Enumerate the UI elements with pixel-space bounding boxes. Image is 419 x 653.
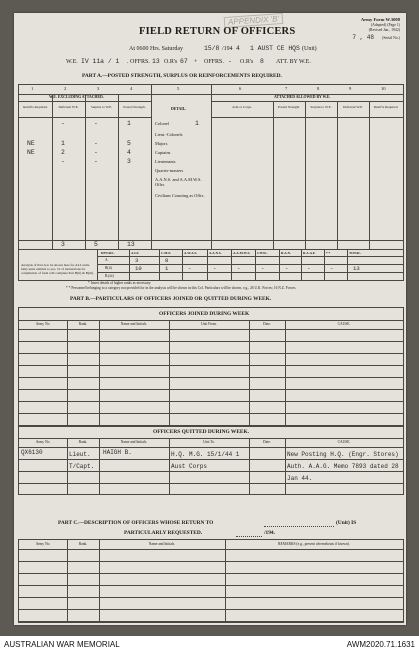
form-page (14, 13, 406, 625)
rank-extra-cell: 1 (195, 120, 199, 127)
rank-cell: - (94, 120, 98, 127)
column-number: 1 (31, 86, 34, 91)
rank-label: Colonel (155, 121, 169, 126)
total-cell: 13 (127, 241, 135, 248)
rule-line (19, 377, 403, 378)
right-column-head: Reinf'ts Required. (373, 105, 399, 109)
offrs-label: . OFFRS. (127, 59, 150, 65)
rule-line (19, 597, 403, 598)
breakdown-header-cell: R.A.N. (281, 251, 291, 255)
quitted-cause: New Posting H.Q. (Engr. Stores) Auth. A.A.G. Memo 7893 dated 28 Jan 44. (287, 451, 399, 482)
breakdown-cell: 8 (165, 257, 169, 264)
rank-label: Lieut.-Colonels (155, 132, 183, 137)
breakdown-header-cell: A.A.M.W.S. (233, 251, 251, 255)
rule-line (19, 585, 403, 586)
rank-cell: NE (27, 140, 35, 147)
form-adapted: (Adapted) (Page 1) (370, 23, 400, 27)
quitted-name: HAIGH B. (103, 449, 132, 456)
right-column-head: Posted Strength. (277, 105, 301, 109)
part-b-table (18, 307, 404, 495)
plus-sign: + (194, 59, 198, 65)
we-label: W.E. (66, 59, 78, 65)
serial-label: (Serial No.) (382, 36, 400, 40)
part-a-table (18, 84, 404, 281)
rule-line (97, 256, 403, 257)
column-number: 9 (349, 86, 352, 91)
breakdown-header-cell: R.A.A.F. (303, 251, 316, 255)
breakdown-row-label: B.(iii) (105, 274, 114, 278)
column-number: 7 (285, 86, 288, 91)
rank-cell: 1 (61, 140, 65, 147)
we-excl-header: W.E. EXCLUDING ATTACHED. (49, 95, 104, 99)
total-cell: 3 (61, 241, 65, 248)
breakdown-cell: 10 (135, 265, 142, 272)
breakdown-header-cell: A.A.N.S. (209, 251, 222, 255)
year-label: /194 (222, 46, 233, 52)
breakdown-cell: 3 (135, 257, 139, 264)
date-typed: 15/8 (204, 45, 220, 52)
column-rule (285, 320, 286, 426)
breakdown-cell: - (237, 265, 241, 272)
detail-header: DETAIL. (171, 107, 187, 111)
column-rule (249, 320, 250, 426)
column-number: 4 (130, 86, 133, 91)
ors2-typed: 8 (260, 58, 264, 65)
offrs2-label: OFFRS. (204, 59, 224, 65)
footer-right: AWM2020.71.1631 (346, 640, 415, 649)
rank-label: Majors (155, 141, 168, 146)
column-number: 3 (97, 86, 100, 91)
rank-label: Lieutenants (155, 159, 176, 164)
footnote-1: * Insert details of higher ranks as necessary. (88, 281, 152, 285)
column-number: 6 (239, 86, 242, 91)
rank-cell: - (94, 149, 98, 156)
breakdown-cell: - (188, 265, 192, 272)
breakdown-cell: - (261, 265, 265, 272)
total-cell: 5 (94, 241, 98, 248)
breakdown-header-cell: CIVIL. (257, 251, 268, 255)
column-head: Rank. (78, 322, 88, 326)
rule-line (19, 401, 403, 402)
column-head: Rank. (78, 542, 88, 546)
quitted-unit: H.Q. M.G. 15/1/44 1 Aust Corps (171, 451, 240, 470)
breakdown-cell: - (285, 265, 289, 272)
rank-cell: 5 (127, 140, 131, 147)
rule-line (19, 413, 403, 414)
rank-cell: - (61, 120, 65, 127)
breakdown-cell: - (213, 265, 217, 272)
breakdown-header-cell: * * (326, 251, 331, 255)
column-head: Unit To. (203, 440, 215, 444)
left-column-head: Reinf'ts Required. (23, 105, 48, 109)
rule-line (19, 609, 403, 610)
rank-cell: 3 (127, 158, 131, 165)
part-a-heading: PART A.—POSTED STRENGTH, SURPLUS OR REINFORCEMENTS REQUIRED. (82, 73, 282, 79)
column-head: Army No. (35, 322, 51, 326)
quitted-heading: OFFICERS QUITTED DURING WEEK. (153, 429, 250, 435)
column-head: Unit From. (201, 322, 217, 326)
right-column-head: Deficient W.E. (342, 105, 364, 109)
breakdown-cell: 13 (353, 265, 360, 272)
ors-label: O.R's (164, 59, 178, 65)
column-head: Name and Initials. (148, 542, 176, 546)
att-label: ATT. BY W.E. (276, 59, 311, 65)
rule-line (19, 341, 403, 342)
breakdown-cell: 1 (165, 265, 169, 272)
attached-header: ATTACHED ALLOWED BY W.E. (274, 95, 331, 99)
year-typed: 4 (236, 45, 240, 52)
part-b-heading: PART B.—PARTICULARS OF OFFICERS JOINED OR QUITTED DURING WEEK. (70, 296, 272, 302)
column-number: 8 (317, 86, 320, 91)
rule-line (19, 621, 403, 622)
left-column-head: Posted Strength. (123, 105, 146, 109)
form-revised: (Revised Jan., 1942) (368, 28, 400, 32)
offrs2-typed: - (228, 58, 232, 65)
footer-left: AUSTRALIAN WAR MEMORIAL (4, 640, 120, 649)
column-head: Date. (263, 322, 271, 326)
quitted-rank: Lieut. T/Capt. (69, 451, 95, 470)
offrs-typed: 13 (152, 58, 160, 65)
rank-cell: - (94, 158, 98, 165)
breakdown-cell: - (330, 265, 334, 272)
column-head: Army No. (35, 440, 51, 444)
footnote-2: * * Personnel belonging to a category not provided for in the analysis will be shown in this Col. Particulars will be shown, e.g., 26 U.K. Forces; 16 N.Z. Forces. (66, 286, 297, 290)
joined-heading: OFFICERS JOINED DURING WEEK (159, 311, 250, 317)
quitted-army-no: QX6130 (21, 449, 43, 456)
rule-line (19, 573, 403, 574)
rank-label: Civilians Counting as Offrs. (155, 193, 205, 198)
unit-typed: 1 AUST CE HQS (250, 45, 300, 52)
ors-typed: 67 (180, 58, 188, 65)
part-c-heading: PART C.—DESCRIPTION OF OFFICERS WHOSE RETURN TO (58, 520, 214, 526)
right-column-head: Arm or Corps. (232, 105, 252, 109)
column-head: CAUSE. (337, 322, 351, 326)
column-rule (67, 320, 68, 426)
breakdown-row-label: B(ii) (105, 266, 112, 270)
form-title: FIELD RETURN OF OFFICERS (139, 26, 296, 37)
we-typed: IV 11a / 1 (81, 58, 120, 65)
at-prefix: At 0600 Hrs. Saturday (129, 46, 183, 52)
breakdown-header-cell: C.M.F. (161, 251, 171, 255)
left-column-head: Surplus to W.E. (90, 105, 113, 109)
column-head: Army No. (35, 542, 51, 546)
unit-label: (Unit) (302, 46, 317, 52)
rank-label: Captains (155, 150, 171, 155)
breakdown-row-label: A. (105, 258, 109, 262)
column-rule (169, 320, 170, 426)
part-c-heading-tail: (Unit) IS (336, 520, 357, 526)
column-head: CAUSE. (337, 440, 351, 444)
part-c-sub: PARTICULARLY REQUESTED. (124, 530, 203, 536)
left-column-head: Deficient W.E. (58, 105, 79, 109)
right-column-head: Surplus to W.E. (310, 105, 332, 109)
rank-cell: - (94, 140, 98, 147)
column-head: Name and Initials. (120, 440, 148, 444)
part-c-sub-date: /194. (264, 530, 275, 536)
column-rule (99, 320, 100, 426)
rule-line (19, 389, 403, 390)
breakdown-header-cell: TOTAL. (349, 251, 362, 255)
appendix-stamp: APPENDIX 'B' (224, 13, 284, 28)
archive-footer (0, 636, 419, 653)
rule-line (19, 561, 403, 562)
part-c-table (18, 539, 404, 623)
breakdown-header-cell: A.W.A.S. (184, 251, 198, 255)
rank-cell: 4 (127, 149, 131, 156)
rank-cell: 2 (61, 149, 65, 156)
rule-line (19, 365, 403, 366)
column-number: 5 (177, 86, 180, 91)
rule-line (97, 272, 403, 273)
breakdown-header-cell: DETAIL. (101, 251, 115, 255)
rank-cell: 1 (127, 120, 131, 127)
rank-label: Quarter-masters (155, 168, 184, 173)
rule-line (19, 353, 403, 354)
rank-label: A.A.N.S. and A.A.M.W.S. Offrs. (155, 177, 202, 187)
column-head: Date. (263, 440, 271, 444)
ors2-label: O.R's (240, 59, 254, 65)
column-number: 10 (381, 86, 386, 91)
column-number: 2 (64, 86, 67, 91)
analysis-note: Analysis of Part A to be shown here for ALL units. Only units entitled to pos. 10 of instructions for compilation of form will complete Part B(ii) & B(iii). (21, 263, 94, 275)
rank-cell: - (61, 158, 65, 165)
rank-cell: NE (27, 149, 35, 156)
form-number: Army Form W.3008 (360, 17, 400, 22)
breakdown-header-cell: A.I.F. (131, 251, 140, 255)
breakdown-cell: - (307, 265, 311, 272)
column-head: REMARKS (e.g., present whereabouts if known). (278, 542, 350, 546)
column-head: Rank. (78, 440, 88, 444)
serial-value: 7 , 48 (352, 34, 374, 41)
column-head: Name and Initials. (120, 322, 148, 326)
